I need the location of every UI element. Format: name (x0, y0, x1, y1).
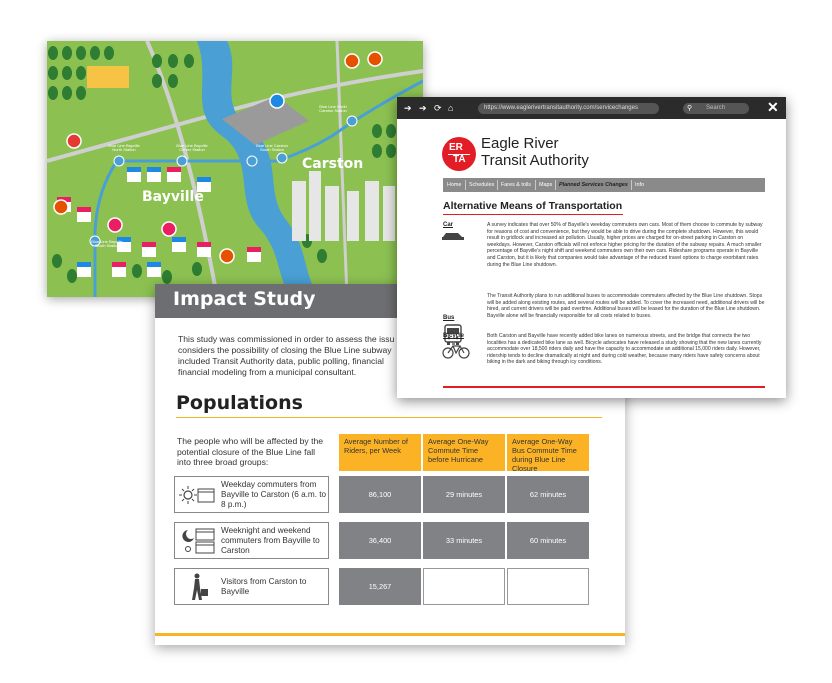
bicycle-icon (442, 343, 470, 359)
map-town-label-bayville: Bayville (142, 189, 204, 205)
column-header-bus-commute: Average One-Way Bus Commute Time during Blue Line Closure (507, 434, 589, 471)
map-tree (76, 66, 86, 80)
map-tree (62, 86, 72, 100)
table-cell: 33 minutes (423, 522, 505, 559)
map-town-label-carston: Carston (302, 156, 364, 172)
map-landmark-pin (270, 94, 284, 108)
mode-label-bus: Bus (443, 315, 455, 321)
document-title: Impact Study (173, 288, 316, 310)
map-tree (386, 124, 396, 138)
mode-description-bicycle: Both Carston and Bayville have recently added bike lanes on numerous streets, and the bridge that connects the two localities has a dedicated bike lane as well. Bicycle advocates have released a study showing that the new lanes currently accommodate over 18,500 riders daily and have the capacity to accommodate an additional 15,000 riders daily. However, ridership tends to decline dramatically at night and during cold weather, because many riders have safety concerns about biking in the dark and biking through icy conditions. (487, 333, 762, 366)
map-landmark-pin (108, 218, 122, 232)
table-cell: 86,100 (339, 476, 421, 513)
map-house (77, 266, 91, 277)
map-station-dot (114, 156, 124, 166)
map-station-label: Blue Line Carston South Station (256, 143, 288, 153)
map-house (142, 246, 156, 257)
erta-logo (442, 137, 476, 171)
map-house-roof (77, 262, 91, 267)
document-footer-rule (155, 633, 625, 636)
map-station-dot (347, 116, 357, 126)
map-skyscraper (383, 186, 395, 241)
map-house (247, 251, 261, 262)
mode-label-bicycle: Bicycle (443, 333, 465, 339)
org-name-line: Transit Authority (481, 152, 589, 169)
back-arrow-icon[interactable]: ➔ (404, 103, 412, 113)
nav-separator (535, 180, 536, 190)
map-tree (76, 46, 86, 60)
page-bottom-rule (443, 386, 765, 388)
column-header-commute-before: Average One-Way Commute Time before Hurricane (423, 434, 505, 471)
intro-line: financial modeling from a municipal consultant. (178, 367, 357, 377)
map-house (197, 246, 211, 257)
map-tree (67, 269, 77, 283)
map-house-roof (167, 167, 181, 172)
map-station-label: Blue Line Bayville South Station (91, 239, 123, 249)
map-tree (162, 270, 172, 284)
nav-separator (631, 180, 632, 190)
moon-calendar-icon (179, 527, 215, 555)
nav-separator (555, 180, 556, 190)
nav-separator (497, 180, 498, 190)
column-header-riders: Average Number of Riders, per Week (339, 434, 421, 471)
map-house (127, 171, 141, 182)
map-house-roof (142, 242, 156, 247)
map-house-roof (127, 167, 141, 172)
map-station-label: Blue Line Bayville North Station (108, 143, 140, 153)
map-tree (317, 249, 327, 263)
browser-toolbar (397, 97, 786, 119)
nav-item-info[interactable]: Info (635, 182, 644, 188)
map-tree (90, 46, 100, 60)
nav-item-schedules[interactable]: Schedules (469, 182, 495, 188)
forward-arrow-icon[interactable]: ➔ (419, 103, 427, 113)
intro-paragraph (178, 334, 428, 378)
populations-divider (176, 417, 602, 418)
intro-line: This study was commissioned in order to assess the issu (178, 334, 395, 344)
map-station-dot (247, 156, 257, 166)
map-tree (152, 74, 162, 88)
map-house (172, 241, 186, 252)
map-house-roof (147, 167, 161, 172)
row-label-text: Weeknight and weekend commuters from Bayville to Carston (221, 525, 320, 555)
table-row-label (174, 522, 329, 559)
car-icon (441, 231, 465, 241)
map-landmark-pin (345, 54, 359, 68)
map-tree (62, 66, 72, 80)
map-school-building (87, 66, 129, 88)
map-landmark-pin (54, 200, 68, 214)
home-icon[interactable]: ⌂ (448, 103, 454, 113)
intro-line: included Transit Authority data, public polling, financial (178, 356, 384, 366)
map-house (112, 266, 126, 277)
search-input[interactable] (683, 103, 749, 114)
map-house-roof (197, 177, 211, 182)
groups-intro-text: The people who will be affected by the potential closure of the Blue Line fall into three broad groups: (177, 436, 324, 468)
org-name-line: Eagle River (481, 135, 559, 152)
close-icon[interactable]: ✕ (767, 99, 779, 115)
map-house-roof (172, 237, 186, 242)
map-house-roof (112, 262, 126, 267)
table-cell: 62 minutes (507, 476, 589, 513)
map-landmark-pin (220, 249, 234, 263)
mode-description-bus: The Transit Authority plans to run additional buses to accommodate commuters affected by the Blue Line shutdown. Stops will be added along existing routes, and several routes will be added. To cover the increased need, additional drivers will be hired, and current drivers will be paid overtime. Additional buses will be leased for the duration of the Blue Line shutdown. Bayville alone will be financially responsible for all costs related to buses. (487, 293, 765, 319)
section-title-rule (443, 214, 623, 215)
table-cell: 36,400 (339, 522, 421, 559)
intro-line: considers the possibility of closing the Blue Line subway (178, 345, 392, 355)
map-tree (132, 264, 142, 278)
map-skyscraper (292, 181, 306, 241)
row-label-text: Weekday commuters from Bayville to Carston (6 a.m. to 8 p.m.) (221, 479, 327, 509)
map-tree (386, 144, 396, 158)
populations-heading: Populations (176, 392, 303, 414)
map-tree (52, 254, 62, 268)
organization-name (481, 135, 589, 169)
mode-label-car: Car (443, 222, 454, 228)
map-station-label: Blue Line Bayville Center Station (176, 143, 208, 153)
map-landmark-pin (67, 134, 81, 148)
logo-text-bottom: TA (453, 154, 466, 165)
table-row-label (174, 568, 329, 605)
map-tree (184, 54, 194, 68)
map-tree (372, 144, 382, 158)
map-skyscraper (309, 171, 321, 241)
map-house-roof (147, 262, 161, 267)
table-row-label (174, 476, 329, 513)
search-placeholder: Search (706, 105, 726, 111)
address-bar[interactable]: https://www.eaglerivertransitauthority.com/servicechanges (478, 103, 659, 114)
map-tree (48, 66, 58, 80)
nav-item-fares[interactable]: Fares & tolls (501, 182, 531, 188)
section-title: Alternative Means of Transportation (443, 200, 623, 212)
sun-calendar-icon (179, 481, 215, 509)
map-house (147, 171, 161, 182)
search-icon: ⚲ (687, 105, 693, 112)
map-skyscraper (347, 191, 359, 241)
map-skyscraper (365, 181, 379, 241)
table-cell: 60 minutes (507, 522, 589, 559)
table-cell-empty (423, 568, 505, 605)
logo-text-top: ER (449, 142, 463, 153)
map-tree (372, 124, 382, 138)
map-tree (192, 262, 202, 276)
row-label-text: Visitors from Carston to Bayville (221, 576, 307, 596)
map-graphic (47, 41, 423, 297)
map-tree (152, 54, 162, 68)
nav-separator (465, 180, 466, 190)
mode-description-car: A survey indicates that over 50% of Bayville's weekday commuters own cars. Most of them choose to commute by subway for reasons of cost and convenience, but they would be able to drive during the complete shutdown. However, this would result in gridlock and increased air pollution. Usually, higher prices are charged for on-street parking in Carston on weekdays. However, Carston officials will not enforce higher pricing for the duration of the subway repairs. A much smaller percentage of Bayville's night shift and weekend commuters own their own cars. Rideshare programs operate in Bayville and Carston, but it is likely that companies would take advantage of the reduced travel options to charge exorbitant rates during the Blue Line shutdown. (487, 222, 763, 268)
map-house-roof (247, 247, 261, 252)
map-house (147, 266, 161, 277)
browser-window (397, 97, 786, 398)
map-house-roof (77, 207, 91, 212)
map-station-label: Blue Line North Carston Station (319, 104, 347, 114)
map-tree (168, 74, 178, 88)
town-map-illustration (47, 41, 423, 297)
table-cell-empty (507, 568, 589, 605)
map-station-dot (177, 156, 187, 166)
map-house (167, 171, 181, 182)
map-tree (62, 46, 72, 60)
traveler-icon (179, 573, 215, 601)
map-house-roof (197, 242, 211, 247)
table-cell: 15,267 (339, 568, 421, 605)
refresh-icon[interactable]: ⟳ (434, 103, 442, 113)
map-tree (48, 46, 58, 60)
site-nav-menu (443, 178, 765, 192)
nav-item-maps[interactable]: Maps (539, 182, 553, 188)
table-cell: 29 minutes (423, 476, 505, 513)
map-landmark-pin (368, 52, 382, 66)
nav-item-planned-service-changes[interactable]: Planned Services Changes (559, 182, 628, 188)
map-landmark-pin (162, 222, 176, 236)
map-tree (104, 46, 114, 60)
nav-item-home[interactable]: Home (447, 182, 462, 188)
map-station-dot (277, 153, 287, 163)
map-tree (76, 86, 86, 100)
map-house (77, 211, 91, 222)
map-tree (48, 86, 58, 100)
map-tree (168, 54, 178, 68)
map-skyscraper (325, 186, 339, 241)
